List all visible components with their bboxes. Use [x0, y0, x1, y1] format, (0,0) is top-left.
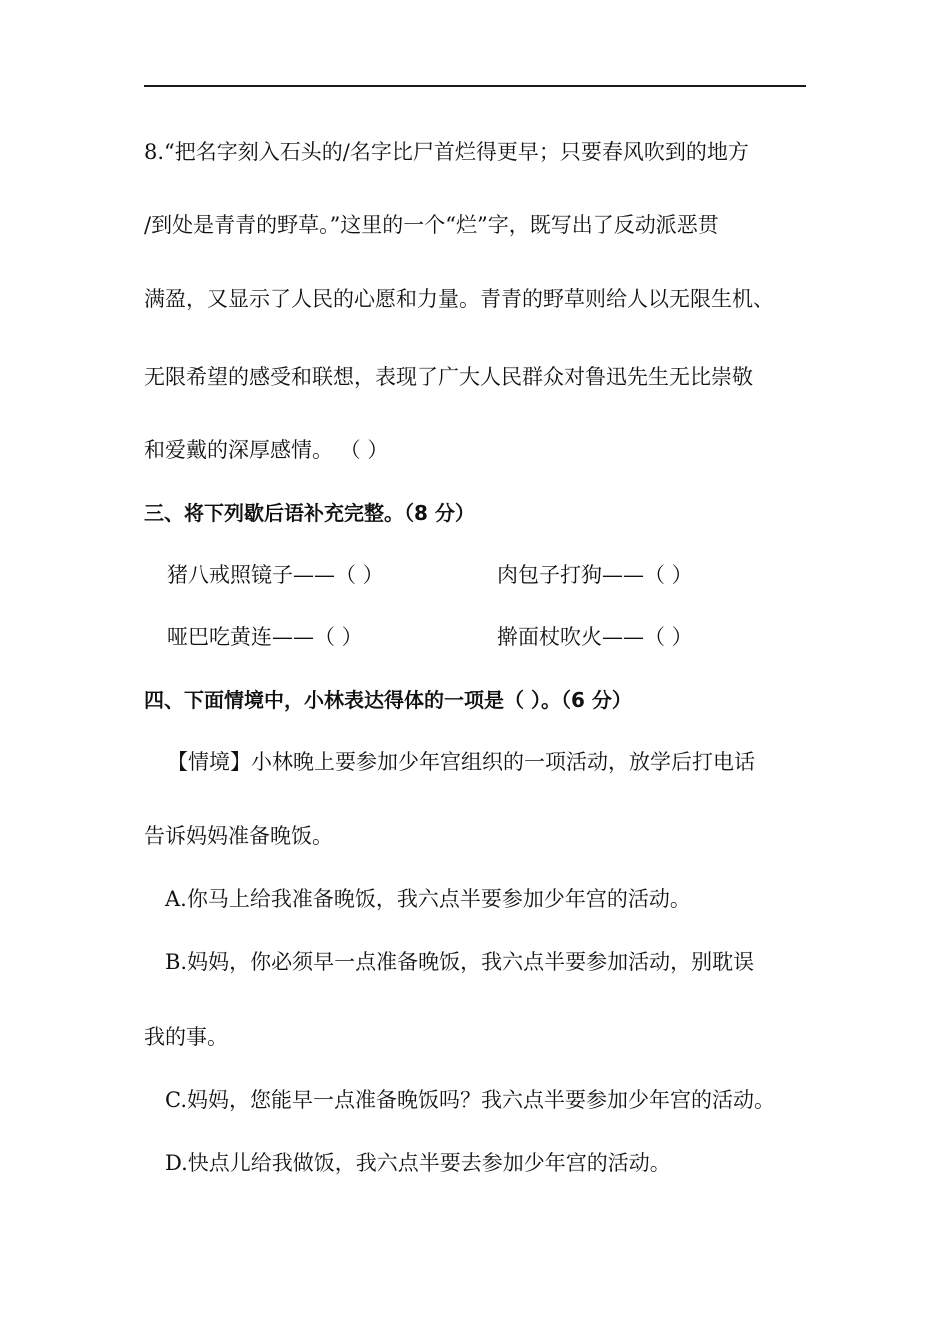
q8-text-line-1: 8.“把名字刻入石头的/名字比尸首烂得更早；只要春风吹到的地方: [144, 140, 749, 164]
q8-text-line-3: 满盈，又显示了人民的心愿和力量。青青的野草则给人以无限生机、: [144, 287, 774, 311]
context-line-1: 【情境】小林晚上要参加少年宫组织的一项活动，放学后打电话: [167, 750, 755, 774]
q8-text-line-5: 和爱戴的深厚感情。 （ ）: [144, 438, 389, 462]
header-rule: [144, 85, 806, 87]
idiom-item-4: 擀面杖吹火——（ ）: [497, 625, 693, 649]
q8-text-line-2: /到处是青青的野草。”这里的一个“烂”字，既写出了反动派恶贯: [144, 213, 719, 237]
option-b-line-1: B.妈妈，你必须早一点准备晚饭，我六点半要参加活动，别耽误: [165, 950, 755, 974]
section-4-title: 四、下面情境中，小林表达得体的一项是（ ）。（6 分）: [144, 688, 632, 712]
idiom-item-1: 猪八戒照镜子——（ ）: [167, 563, 384, 587]
context-line-2: 告诉妈妈准备晚饭。: [144, 824, 333, 848]
option-c: C.妈妈，您能早一点准备晚饭吗？我六点半要参加少年宫的活动。: [165, 1088, 775, 1112]
idiom-item-3: 哑巴吃黄连——（ ）: [167, 625, 363, 649]
option-d: D.快点儿给我做饭，我六点半要去参加少年宫的活动。: [165, 1151, 671, 1175]
q8-text-line-4: 无限希望的感受和联想，表现了广大人民群众对鲁迅先生无比崇敬: [144, 365, 753, 389]
section-3-title: 三、将下列歇后语补充完整。（8 分）: [144, 501, 475, 525]
option-a: A.你马上给我准备晚饭，我六点半要参加少年宫的活动。: [165, 887, 691, 911]
idiom-item-2: 肉包子打狗——（ ）: [497, 563, 693, 587]
option-b-line-2: 我的事。: [144, 1025, 228, 1049]
